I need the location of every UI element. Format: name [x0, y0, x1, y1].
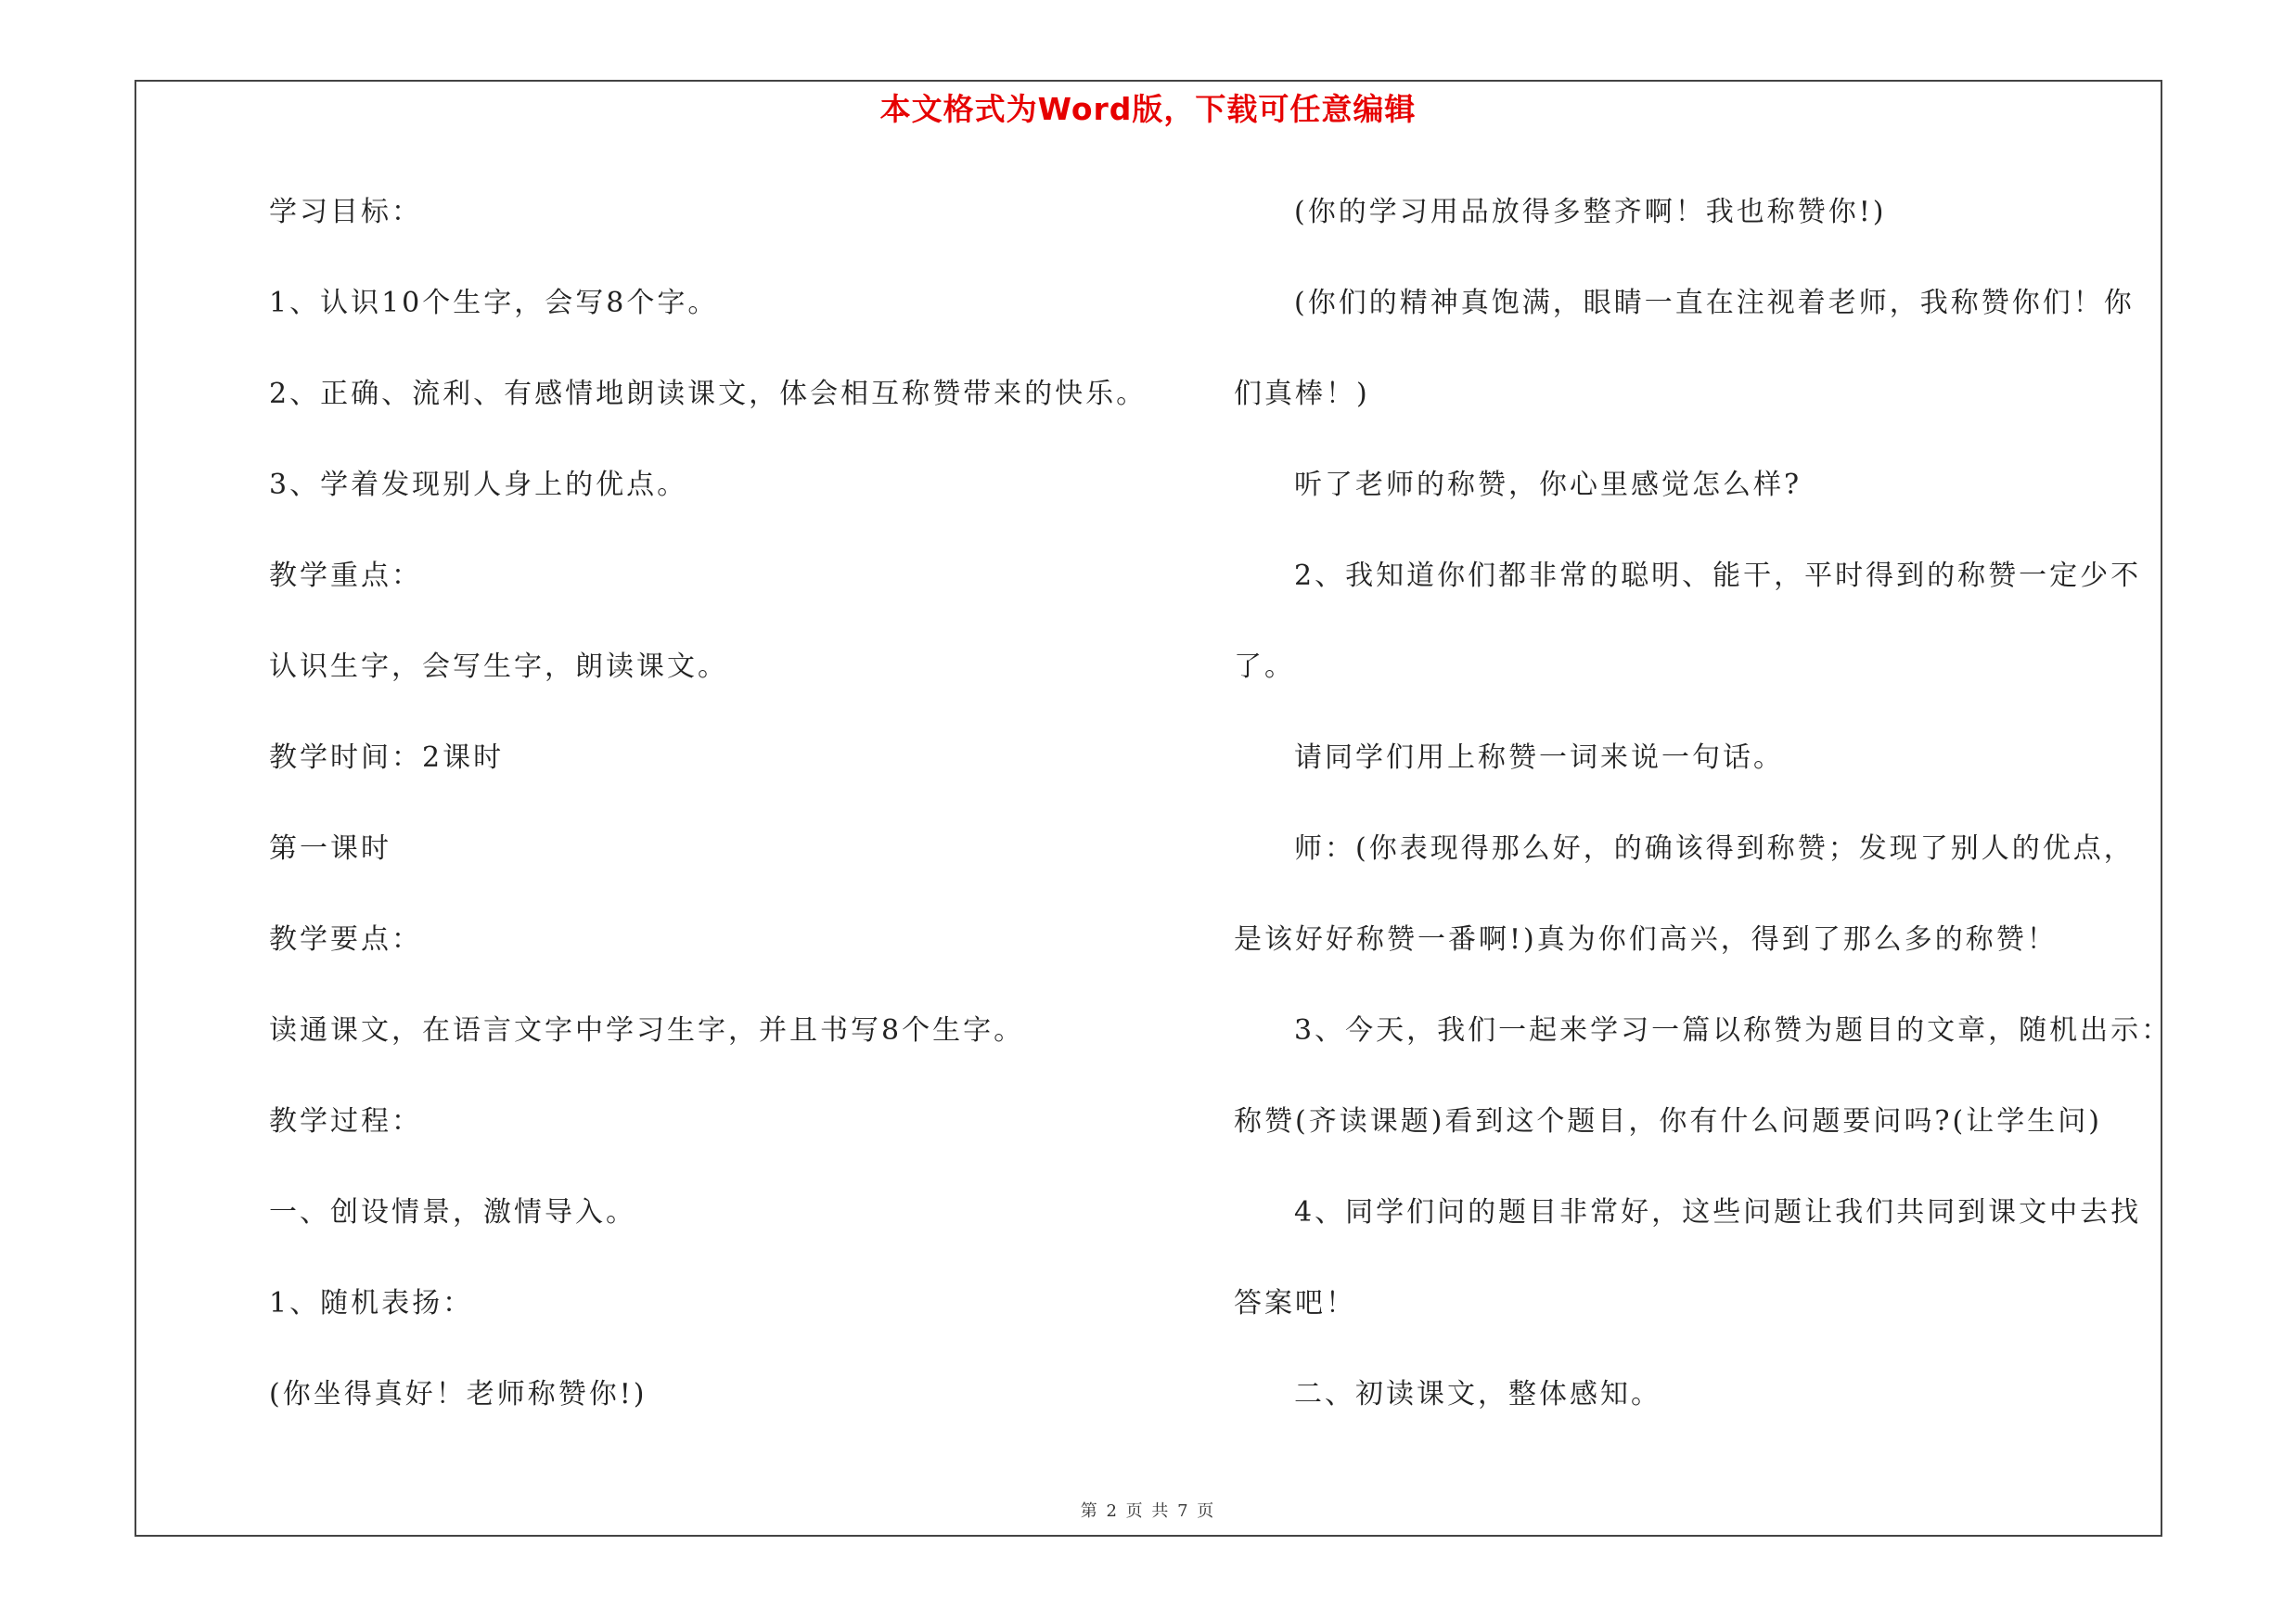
text-line: (你们的精神真饱满，眼睛一直在注视着老师，我称赞你们！你: [1294, 287, 2135, 319]
text-line: 认识生字，会写生字，朗读课文。: [269, 650, 728, 683]
left-column: [269, 182, 1197, 1455]
text-line: 4、同学们问的题目非常好，这些问题让我们共同到课文中去找: [1294, 1196, 2142, 1229]
text-line: 教学重点：: [269, 560, 422, 592]
text-line: (你的学习用品放得多整齐啊！我也称赞你!): [1294, 196, 1887, 228]
text-line: 2、我知道你们都非常的聪明、能干，平时得到的称赞一定少不: [1294, 560, 2142, 592]
text-line: 教学时间：2课时: [269, 741, 505, 774]
text-line: 2、正确、流利、有感情地朗读课文，体会相互称赞带来的快乐。: [269, 378, 1148, 410]
text-line: 了。: [1234, 650, 1295, 683]
text-line: 3、今天，我们一起来学习一篇以称赞为题目的文章，随机出示：: [1294, 1014, 2173, 1047]
text-line: 答案吧！: [1234, 1287, 1356, 1320]
text-line: 听了老师的称赞，你心里感觉怎么样?: [1294, 469, 1802, 501]
text-line: 第一课时: [269, 832, 391, 865]
format-banner: 本文格式为Word版，下载可任意编辑: [879, 91, 1417, 127]
text-line: 1、认识10个生字，会写8个字。: [269, 287, 719, 319]
text-line: 二、初读课文，整体感知。: [1294, 1378, 1661, 1410]
text-line: 请同学们用上称赞一词来说一句话。: [1294, 741, 1784, 774]
text-line: 学习目标：: [269, 196, 422, 228]
text-line: (你坐得真好！老师称赞你!): [269, 1378, 648, 1410]
page-number: 第 2 页 共 7 页: [1080, 1501, 1216, 1521]
text-line: 1、随机表扬：: [269, 1287, 474, 1320]
text-line: 们真棒！): [1234, 378, 1370, 410]
text-line: 称赞(齐读课题)看到这个题目，你有什么问题要问吗?(让学生问): [1234, 1105, 2102, 1138]
text-line: 3、学着发现别人身上的优点。: [269, 469, 688, 501]
text-line: 教学过程：: [269, 1105, 422, 1138]
text-line: 读通课文，在语言文字中学习生字，并且书写8个生字。: [269, 1014, 1025, 1047]
text-line: 一、创设情景，激情导入。: [269, 1196, 636, 1229]
text-line: 师：(你表现得那么好，的确该得到称赞；发现了别人的优点，: [1294, 832, 2135, 865]
right-column: [1234, 182, 2173, 1455]
text-line: 教学要点：: [269, 923, 422, 956]
text-line: 是该好好称赞一番啊!)真为你们高兴，得到了那么多的称赞！: [1234, 923, 2058, 956]
